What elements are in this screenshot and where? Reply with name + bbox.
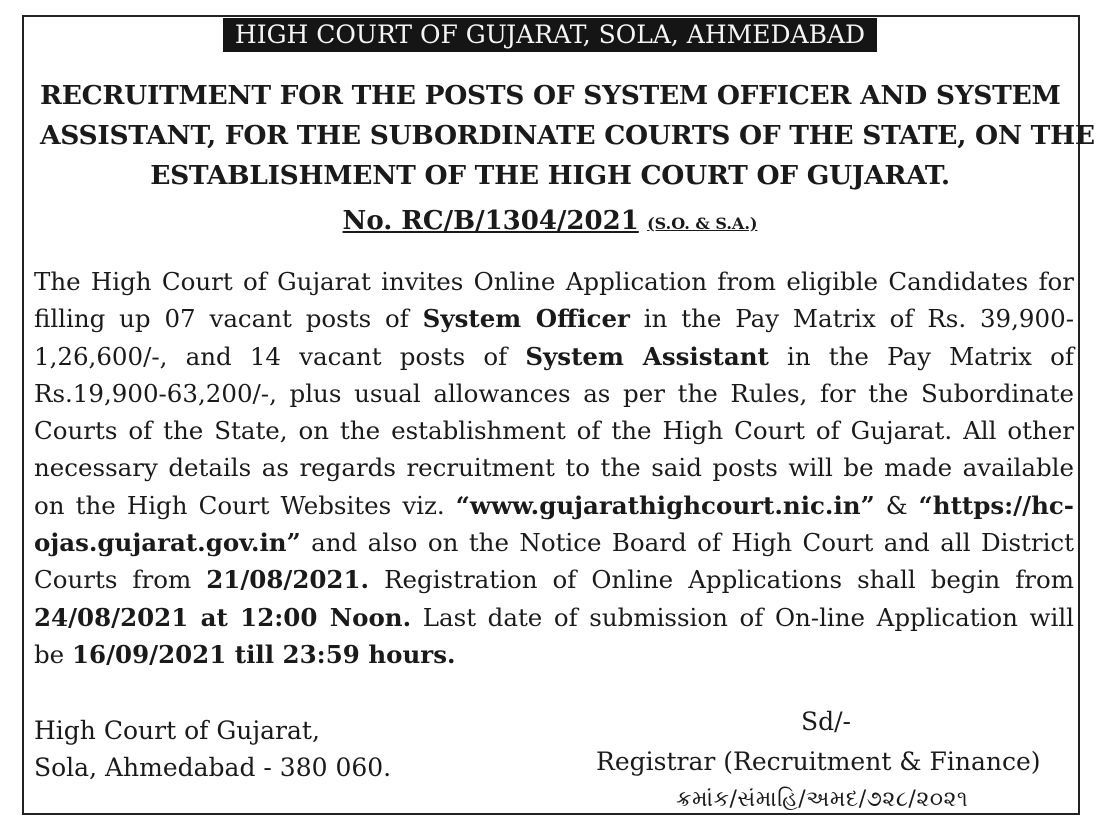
notice-date: 21/08/2021. <box>206 565 370 595</box>
post-system-officer: System Officer <box>422 304 630 334</box>
address-line: High Court of Gujarat, <box>34 716 320 745</box>
body-line: Rs.19,900-63,200/-, plus usual allowances as per the Rules, for the Subordinate <box>34 378 1074 408</box>
body-line: be 16/09/2021 till 23:59 hours. <box>34 639 456 669</box>
reference-suffix: (S.O. & S.A.) <box>647 214 758 233</box>
body-line: Courts from 21/08/2021. Registration of Online Applications shall begin from <box>34 565 1074 595</box>
body-line: 24/08/2021 at 12:00 Noon. Last date of submission of On-line Application will <box>34 602 1074 632</box>
registration-start: 24/08/2021 at 12:00 Noon. <box>34 602 412 632</box>
title-line: ESTABLISHMENT OF THE HIGH COURT OF GUJARAT. <box>150 160 950 191</box>
notice-body <box>34 263 1074 673</box>
notice-title <box>40 76 1095 196</box>
body-line: 1,26,600/-, and 14 vacant posts of System Assistant in the Pay Matrix of <box>34 341 1074 371</box>
body-line: on the High Court Websites viz. “www.gujarathighcourt.nic.in” & “https://hc- <box>34 490 1074 520</box>
address-line: Sola, Ahmedabad - 380 060. <box>34 753 392 782</box>
court-address <box>34 712 391 786</box>
registrar-designation: Registrar (Recruitment & Finance) <box>596 747 1041 776</box>
body-line: ojas.gujarat.gov.in” and also on the Notice Board of High Court and all District <box>34 528 1074 558</box>
submission-deadline: 16/09/2021 till 23:59 hours. <box>71 639 456 669</box>
website-link: ojas.gujarat.gov.in” <box>34 528 301 558</box>
title-line: ASSISTANT, FOR THE SUBORDINATE COURTS OF THE STATE, ON THE <box>40 120 1095 151</box>
reference-main: No. RC/B/1304/2021 <box>342 206 639 236</box>
reference-number <box>0 204 1100 241</box>
body-line: necessary details as regards recruitment to the said posts will be made available <box>34 453 1074 483</box>
post-system-assistant: System Assistant <box>525 341 769 371</box>
title-line: RECRUITMENT FOR THE POSTS OF SYSTEM OFFICER AND SYSTEM <box>40 80 1061 111</box>
website-link: “https://hc- <box>918 490 1074 520</box>
signature-mark: Sd/- <box>801 707 851 736</box>
body-line: Courts of the State, on the establishment of the High Court of Gujarat. All other <box>34 416 1074 446</box>
body-line: filling up 07 vacant posts of System Officer in the Pay Matrix of Rs. 39,900- <box>34 304 1074 334</box>
website-link: “www.gujarathighcourt.nic.in” <box>455 490 875 520</box>
footer-reference-code: ક્રમાંક/સંમાહિ/અમદ/૭૨૮/૨૦૨૧ <box>676 787 969 812</box>
masthead-banner: HIGH COURT OF GUJARAT, SOLA, AHMEDABAD <box>223 18 877 52</box>
body-line: The High Court of Gujarat invites Online Application from eligible Candidates for <box>34 267 1074 296</box>
